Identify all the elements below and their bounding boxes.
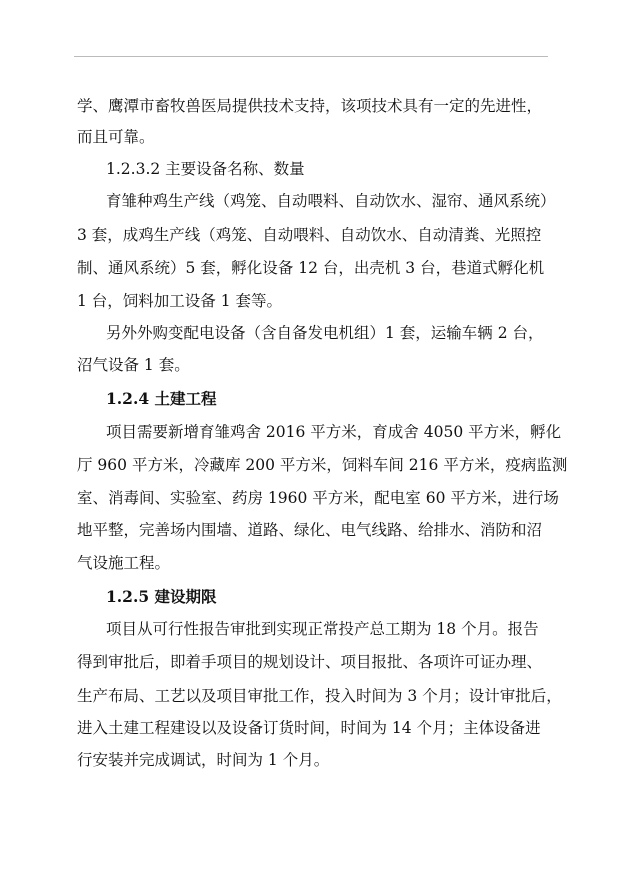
section-heading: 1.2.5 建设期限 <box>106 587 217 606</box>
text-line: 而且可靠。 <box>77 128 155 146</box>
header-rule <box>74 56 548 57</box>
text-line: 制、通风系统）5 套，孵化设备 12 台，出壳机 3 台，巷道式孵化机 <box>77 259 545 277</box>
text-line: 3 套，成鸡生产线（鸡笼、自动喂料、自动饮水、自动清粪、光照控 <box>77 226 542 244</box>
text-line: 沼气设备 1 套。 <box>77 356 190 374</box>
text-line: 另外外购变配电设备（含自备发电机组）1 套，运输车辆 2 台， <box>106 324 544 342</box>
text-line: 项目从可行性报告审批到实现正常投产总工期为 18 个月。报告 <box>106 620 539 638</box>
text-line: 气设施工程。 <box>77 554 171 572</box>
section-heading: 1.2.4 土建工程 <box>106 389 217 408</box>
text-line: 地平整，完善场内围墙、道路、绿化、电气线路、给排水、消防和沼 <box>77 521 543 539</box>
text-line: 生产布局、工艺以及项目审批工作，投入时间为 3 个月；设计审批后， <box>77 687 562 705</box>
text-line: 得到审批后，即着手项目的规划设计、项目报批、各项许可证办理、 <box>77 653 543 671</box>
text-line: 进入土建工程建设以及设备订货时间，时间为 14 个月；主体设备进 <box>77 719 541 737</box>
text-line: 1 台，饲料加工设备 1 套等。 <box>77 292 283 310</box>
text-line: 厅 960 平方米，冷藏库 200 平方米，饲料车间 216 平方米，疫病监测 <box>77 456 568 474</box>
text-line: 育雏种鸡生产线（鸡笼、自动喂料、自动饮水、湿帘、通风系统） <box>106 192 556 210</box>
section-heading: 1.2.3.2 主要设备名称、数量 <box>106 160 305 178</box>
text-line: 行安装并完成调试，时间为 1 个月。 <box>77 751 330 769</box>
text-line: 项目需要新增育雏鸡舍 2016 平方米，育成舍 4050 平方米，孵化 <box>106 423 562 441</box>
text-line: 室、消毒间、实验室、药房 1960 平方米，配电室 60 平方米，进行场 <box>77 489 559 507</box>
text-line: 学、鹰潭市畜牧兽医局提供技术支持，该项技术具有一定的先进性， <box>77 97 543 115</box>
